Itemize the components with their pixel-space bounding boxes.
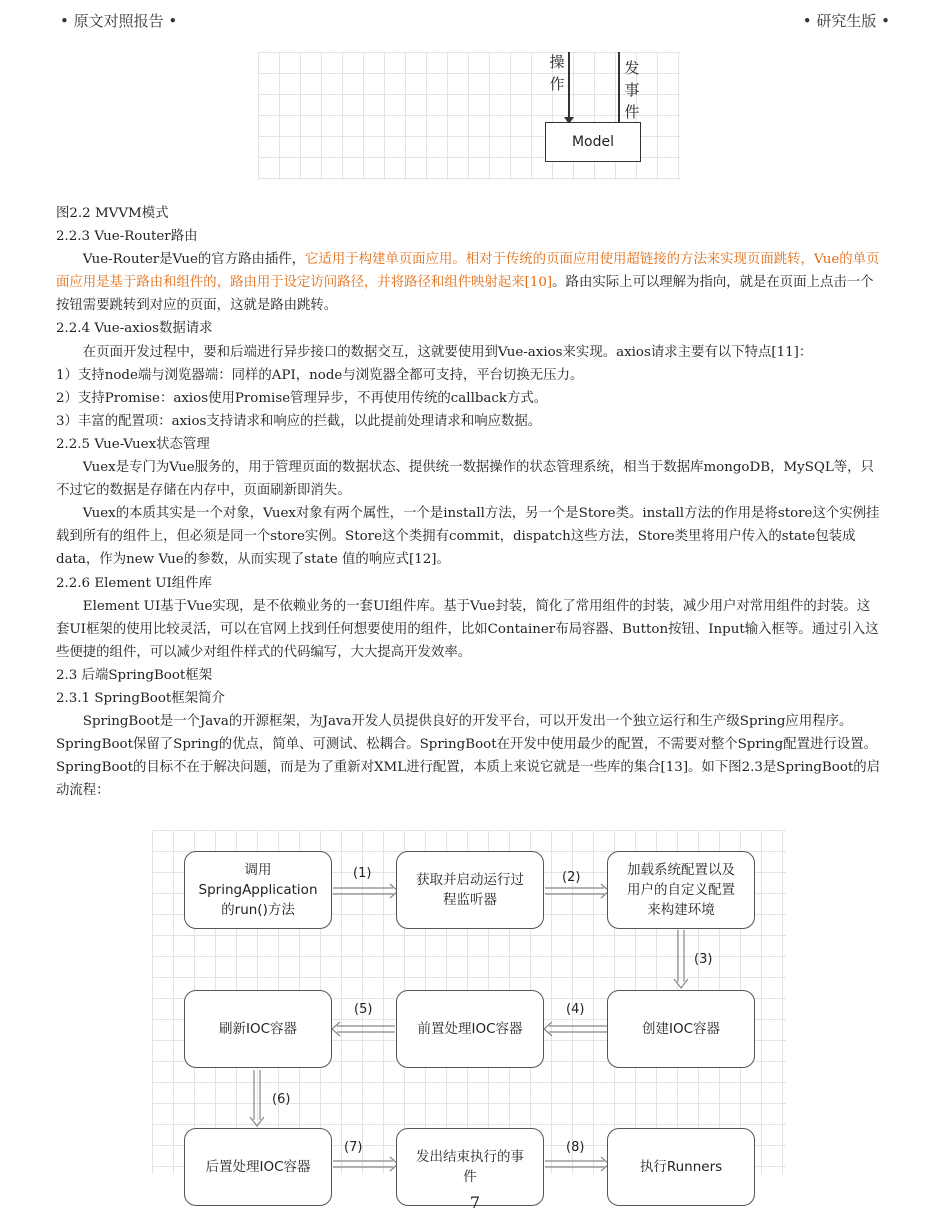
section-heading: 2.2.6 Element UI组件库 [56,575,212,591]
node-text: 刷新IOC容器 [218,1021,298,1037]
list-item: 3）丰富的配置项：axios支持请求和响应的拦截，以此提前处理请求和响应数据。 [56,413,542,429]
section-heading: 2.2.4 Vue-axios数据请求 [56,321,213,337]
paragraph: Vuex是专门为Vue服务的，用于管理页面的数据状态、提供统一数据操作的状态管理系统，相当于数据库mongoDB，MySQL等，只不过它的数据是存储在内存中，页面刷新即消失。 [56,460,874,499]
node-text: 件 [463,1169,477,1185]
edge-label: (5) [354,1002,373,1017]
figure-caption: 图2.2 MVVM模式 [56,206,169,221]
event-label-char: 事 [624,81,640,99]
highlighted-text: 它适用于构建单页面应用。相对于传统的页面应用使用超链接的方法来实现页面跳转，Vue的单页面应用是基于路由和组件的，路由用于设定访问路径，并将路径和组件映射起来[10] [56,252,880,291]
node-text: 加载系统配置以及 [627,862,735,878]
edge-label: (1) [353,866,372,881]
event-label-char: 发 [624,59,640,77]
flow-node-environment [607,851,755,929]
node-text: 的run()方法 [221,902,295,918]
paragraph-text: Vue-Router是Vue的官方路由插件， [82,252,306,268]
node-text: 程监听器 [443,892,497,908]
node-text: 发出结束执行的事 [416,1149,524,1165]
paragraph-text: 。路由实际上可以理解为指向，就是在页面上点击一个按钮需要跳转到对应的页面，这就是路由跳转。 [56,275,874,314]
section-heading: 2.3 后端SpringBoot框架 [56,667,213,683]
section-heading: 2.2.3 Vue-Router路由 [56,229,198,245]
event-label-char: 件 [624,103,640,121]
section-heading: 2.3.1 SpringBoot框架简介 [56,690,225,706]
report-header-left: • 原文对照报告 • [60,12,178,30]
page-number: 7 [469,1193,481,1212]
paragraph: 在页面开发过程中，要和后端进行异步接口的数据交互，这就要使用到Vue-axios来实现。axios请求主要有以下特点[11]： [82,344,813,360]
flow-node-refresh-ioc [184,990,332,1068]
edge-label: (6) [272,1092,291,1107]
edge-arrow-2 [545,884,609,898]
paragraph: Element UI基于Vue实现，是不依赖业务的一套UI组件库。基于Vue封装，简化了常用组件的封装，减少用户对常用组件的封装。这套UI框架的使用比较灵活，可以在官网上找到任何想要使用的组件，比如Container布局容器、Button按钮、Input输入框等。通过引入这些便捷的组件，可以减少对组件样式的代码编写，大大提高开发效率。 [56,598,879,660]
edge-label: (7) [344,1140,363,1155]
event-line [618,52,620,122]
edge-label: (3) [694,952,713,967]
node-text: 前置处理IOC容器 [417,1021,523,1037]
edge-arrow-5 [332,1022,395,1036]
edge-arrow-7 [333,1157,398,1171]
edge-label: (2) [562,870,581,885]
section-heading: 2.2.5 Vue-Vuex状态管理 [56,436,210,452]
edge-arrow-6 [250,1070,264,1126]
edge-arrow-1 [333,884,398,898]
flow-node-run-method [184,851,332,929]
node-text: 来构建环境 [647,902,715,918]
paragraph: Vuex的本质其实是一个对象，Vuex对象有两个属性，一个是install方法，另一个是Store类。install方法的作用是将store这个实例挂载到所有的组件上，但必须是同一个store实例。Store这个类拥有commit，dispatch这些方法，Store类里将用户传入的state包装成data，作为new Vue的参数，从而实现了state 值的响应式[12]。 [56,506,880,568]
node-text: 创建IOC容器 [641,1021,721,1037]
model-box: Model [545,122,641,162]
operation-label-char: 操 [549,53,565,71]
report-header-right: • 研究生版 • [802,12,890,30]
mvvm-figure [258,52,680,180]
list-item: 1）支持node端与浏览器端：同样的API，node与浏览器全都可支持，平台切换无压力。 [56,367,584,383]
list-item: 2）支持Promise：axios使用Promise管理异步，不再使用传统的callback方式。 [56,390,548,406]
edge-label: (8) [566,1140,585,1155]
edge-label: (4) [566,1002,585,1017]
body-text [56,202,882,802]
node-text: 执行Runners [639,1159,723,1175]
paragraph [56,248,882,317]
node-text: 用户的自定义配置 [627,882,735,898]
operation-label-char: 作 [549,75,565,93]
flow-node-create-ioc [607,990,755,1068]
node-text: SpringApplication [198,882,318,898]
node-text: 调用 [244,862,272,878]
node-text: 获取并启动运行过 [416,872,524,888]
edge-arrow-4 [544,1022,607,1036]
edge-arrow-3 [674,930,688,988]
operation-arrow [568,52,570,118]
node-text: 后置处理IOC容器 [205,1159,311,1175]
flow-node-preprocess-ioc [396,990,544,1068]
flow-node-listeners [396,851,544,929]
paragraph: SpringBoot是一个Java的开源框架，为Java开发人员提供良好的开发平台，可以开发出一个独立运行和生产级Spring应用程序。SpringBoot保留了Spring的优点，简单、可测试、松耦合。SpringBoot在开发中使用最少的配置，不需要对整个Spring配置进行设置。SpringBoot的目标不在于解决问题，而是为了重新对XML进行配置，本质上来说它就是一些库的集合[13]。如下图2.3是SpringBoot的启动流程： [56,714,881,799]
springboot-flowchart [152,830,786,1185]
edge-arrow-8 [545,1157,609,1171]
